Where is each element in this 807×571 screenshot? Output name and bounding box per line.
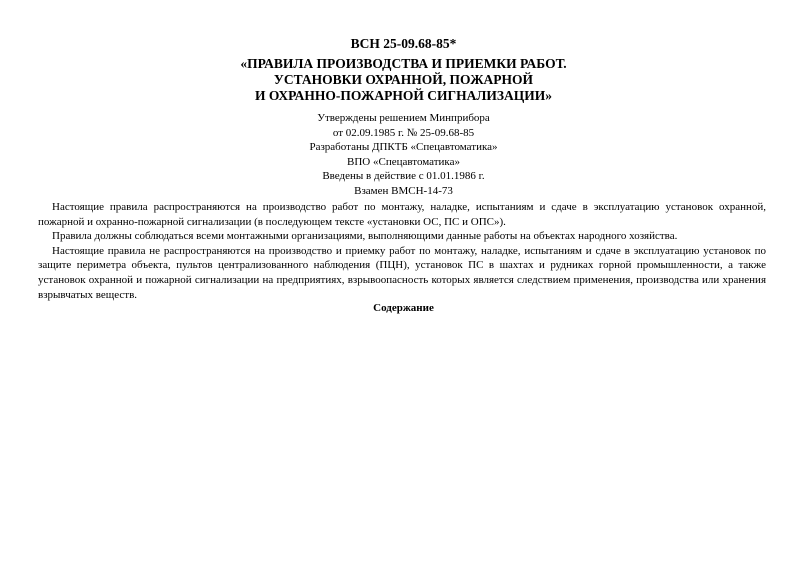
paragraph: Правила должны соблюдаться всеми монтажными организациями, выполняющими данные работы на объектах народного хозяйства. xyxy=(52,230,678,243)
title-line: И ОХРАННО-ПОЖАРНОЙ СИГНАЛИЗАЦИИ» xyxy=(255,88,552,103)
document-code: ВСН 25-09.68-85* xyxy=(350,36,457,51)
title-line: «ПРАВИЛА ПРОИЗВОДСТВА И ПРИЕМКИ РАБОТ. xyxy=(240,56,567,71)
contents-heading: Содержание xyxy=(373,302,434,314)
paragraph: Настоящие правила распространяются на производство работ по монтажу, наладке, испытаниям и сдаче в эксплуатацию установок охранной, пожарной и охранно-пожарной сигнализации (в последующем тексте «установки ОС, ПС и ОПС»). xyxy=(38,201,766,228)
meta-line: Утверждены решением Минприбора xyxy=(317,112,490,124)
meta-line: от 02.09.1985 г. № 25-09.68-85 xyxy=(332,126,475,139)
document-title xyxy=(0,56,807,104)
meta-line: ВПО «Спецавтоматика» xyxy=(347,155,460,168)
paragraph: Настоящие правила не распространяются на производство и приемку работ по монтажу, наладке, испытаниям и сдаче в эксплуатацию установок по защите периметра объекта, пультов централизованного наблюдения (ПЦН), установок ПС в шахтах и рудниках горной промышленности, а также установок охранной и пожарной сигнализации на предприятиях, взрывоопасность которых является следствием применения, производства или хранения взрывчатых веществ. xyxy=(38,244,766,301)
meta-line: Введены в действие с 01.01.1986 г. xyxy=(322,170,485,183)
title-line: УСТАНОВКИ ОХРАННОЙ, ПОЖАРНОЙ xyxy=(273,72,534,87)
body-text xyxy=(38,200,766,302)
approval-info xyxy=(0,111,807,199)
meta-line: Разработаны ДПКТБ «Спецавтоматика» xyxy=(309,141,498,154)
meta-line: Взамен ВМСН-14-73 xyxy=(354,184,453,197)
